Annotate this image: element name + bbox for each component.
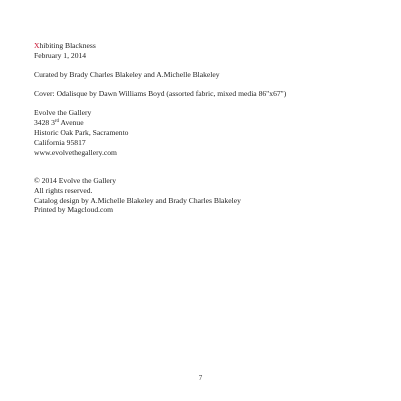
gallery-state-zip: California 95817 bbox=[34, 137, 86, 147]
catalog-date: February 1, 2014 bbox=[34, 50, 87, 60]
copyright-notice: © 2014 Evolve the Gallery bbox=[34, 175, 117, 185]
page-number: 7 bbox=[198, 374, 203, 382]
gallery-district: Historic Oak Park, Sacramento bbox=[34, 127, 129, 137]
curator-credit: Curated by Brady Charles Blakeley and A.Michelle Blakeley bbox=[34, 69, 220, 79]
cover-credit: Cover: Odalisque by Dawn Williams Boyd (assorted fabric, mixed media 86"x67") bbox=[34, 89, 287, 99]
gallery-name: Evolve the Gallery bbox=[34, 108, 92, 118]
gallery-street bbox=[34, 118, 286, 128]
street-number: 3428 3 bbox=[34, 118, 55, 128]
rights-reserved: All rights reserved. bbox=[34, 185, 93, 195]
title-initial: X bbox=[34, 41, 40, 50]
street-ordinal-suffix: rd bbox=[54, 119, 60, 125]
design-credit: Catalog design by A.Michelle Blakeley and Brady Charles Blakeley bbox=[34, 195, 241, 205]
colophon-text-block bbox=[34, 41, 286, 215]
catalog-title bbox=[34, 41, 286, 51]
street-name: Avenue bbox=[59, 118, 84, 128]
gallery-website: www.evolvethegallery.com bbox=[34, 147, 117, 157]
printer-credit: Printed by Magcloud.com bbox=[34, 205, 114, 215]
title-rest: hibiting Blackness bbox=[39, 41, 96, 50]
